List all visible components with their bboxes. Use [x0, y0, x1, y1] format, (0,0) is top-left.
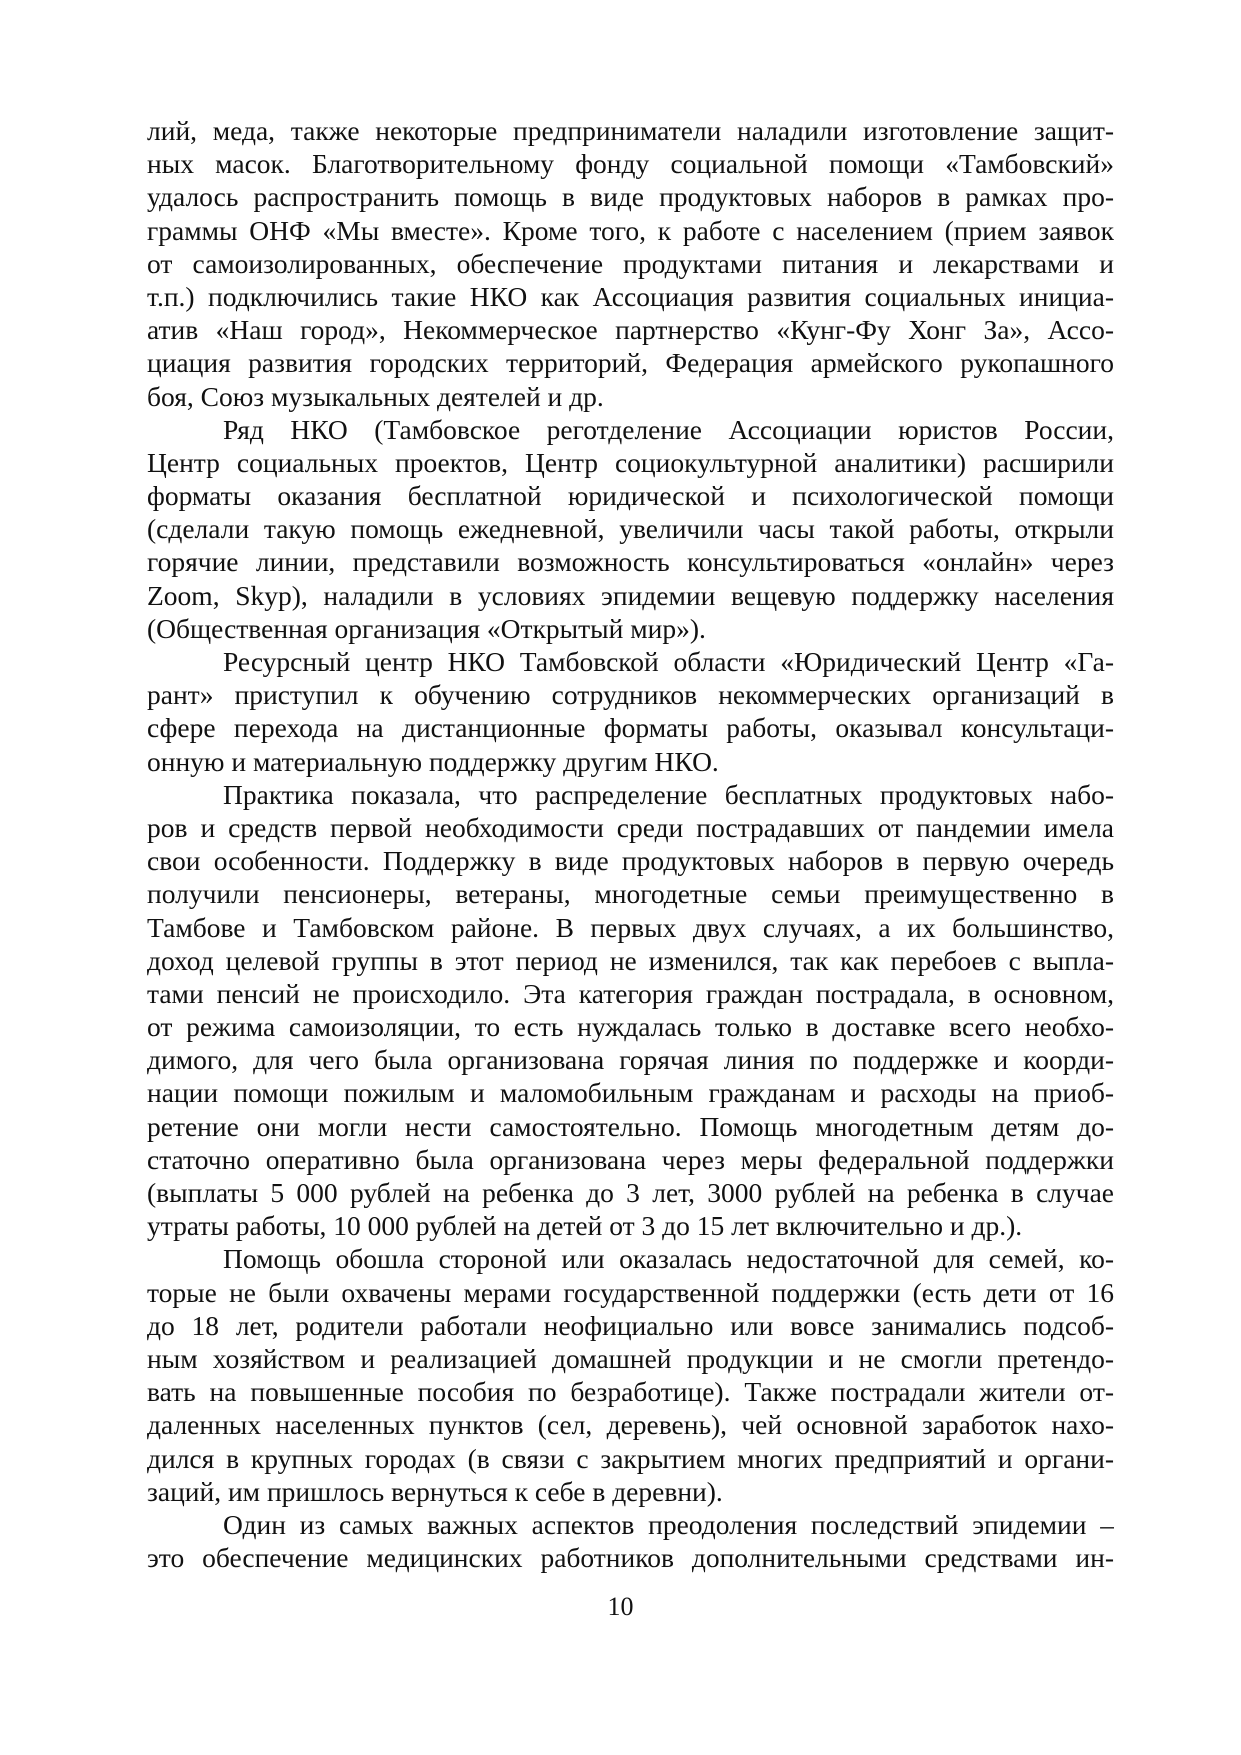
text-line: это обеспечение медицинских работников дополнительными средствами ин- [147, 1542, 1114, 1574]
text-line: Практика показала, что распределение бесплатных продуктовых набо- [223, 778, 1114, 810]
text-line: Тамбове и Тамбовском районе. В первых двух случаях, а их большинство, [147, 911, 1114, 943]
text-line: заций, им пришлось вернуться к себе в деревни). [147, 1475, 723, 1507]
text-line: даленных населенных пунктов (сел, деревень), чей основной заработок нахо- [147, 1409, 1114, 1441]
text-line: (Общественная организация «Открытый мир»). [147, 612, 706, 644]
body-text [147, 114, 1114, 1574]
text-line: циация развития городских территорий, Федерация армейского рукопашного [147, 347, 1114, 379]
paragraph [147, 413, 1114, 645]
paragraph [147, 114, 1114, 413]
text-line: т.п.) подключились такие НКО как Ассоциация развития социальных инициа- [147, 280, 1114, 312]
paragraph [147, 1508, 1114, 1574]
text-line: Ресурсный центр НКО Тамбовской области «Юридический Центр «Га- [223, 646, 1114, 677]
page-number: 10 [607, 1592, 634, 1621]
text-line: граммы ОНФ «Мы вместе». Кроме того, к работе с населением (прием заявок [147, 214, 1114, 246]
text-line: Один из самых важных аспектов преодоления последствий эпидемии – [223, 1508, 1114, 1540]
text-line: боя, Союз музыкальных деятелей и др. [147, 380, 604, 412]
text-line: нации помощи пожилым и маломобильным гражданам и расходы на приоб- [147, 1077, 1114, 1109]
text-line: онную и материальную поддержку другим НКО. [147, 745, 719, 777]
text-line: сфере перехода на дистанционные форматы работы, оказывал консультаци- [147, 712, 1114, 744]
text-line: ных масок. Благотворительному фонду социальной помощи «Тамбовский» [147, 148, 1114, 180]
text-line: утраты работы, 10 000 рублей на детей от 3 до 15 лет включительно и др.). [147, 1210, 1023, 1242]
text-line: свои особенности. Поддержку в виде продуктовых наборов в первую очередь [147, 845, 1114, 877]
text-line: димого, для чего была организована горячая линия по поддержке и коорди- [147, 1044, 1114, 1076]
paragraph [147, 645, 1114, 778]
text-line: от режима самоизоляции, то есть нуждалась только в доставке всего необхо- [147, 1011, 1114, 1043]
text-line: доход целевой группы в этот период не изменился, так как перебоев с выпла- [147, 944, 1114, 976]
paragraph [147, 1242, 1114, 1508]
text-line: от самоизолированных, обеспечение продуктами питания и лекарствами и [147, 247, 1114, 279]
text-line: торые не были охвачены мерами государственной поддержки (есть дети от 16 [147, 1276, 1114, 1308]
text-line: ным хозяйством и реализацией домашней продукции и не смогли претендо- [147, 1342, 1114, 1374]
text-line: лий, меда, также некоторые предприниматели наладили изготовление защит- [147, 115, 1114, 146]
text-line: Помощь обошла стороной или оказалась недостаточной для семей, ко- [223, 1243, 1114, 1275]
text-line: (сделали такую помощь ежедневной, увеличили часы такой работы, открыли [147, 513, 1114, 545]
paragraph [147, 778, 1114, 1243]
text-line: дился в крупных городах (в связи с закрытием многих предприятий и органи- [147, 1442, 1114, 1474]
text-line: удалось распространить помощь в виде продуктовых наборов в рамках про- [147, 181, 1114, 213]
text-line: до 18 лет, родители работали неофициально или вовсе занимались подсоб- [147, 1309, 1114, 1341]
text-line: получили пенсионеры, ветераны, многодетные семьи преимущественно в [147, 878, 1114, 910]
text-line: атив «Наш город», Некоммерческое партнерство «Кунг-Фу Хонг За», Ассо- [147, 314, 1114, 346]
text-line: (выплаты 5 000 рублей на ребенка до 3 лет, 3000 рублей на ребенка в случае [147, 1177, 1114, 1208]
text-line: тами пенсий не происходило. Эта категория граждан пострадала, в основном, [147, 977, 1114, 1009]
text-line: Центр социальных проектов, Центр социокультурной аналитики) расширили [147, 446, 1114, 478]
text-line: Zoom, Skyp), наладили в условиях эпидемии вещевую поддержку населения [147, 579, 1114, 611]
text-line: горячие линии, представили возможность консультироваться «онлайн» через [147, 546, 1114, 578]
text-line: вать на повышенные пособия по безработице). Также пострадали жители от- [147, 1376, 1114, 1408]
text-line: Ряд НКО (Тамбовское реготделение Ассоциации юристов России, [223, 413, 1114, 445]
text-line: рант» приступил к обучению сотрудников некоммерческих организаций в [147, 679, 1114, 711]
text-line: форматы оказания бесплатной юридической и психологической помощи [147, 480, 1114, 512]
text-line: ретение они могли нести самостоятельно. Помощь многодетным детям до- [147, 1110, 1114, 1142]
text-line: ров и средств первой необходимости среди пострадавших от пандемии имела [147, 811, 1114, 843]
text-line: статочно оперативно была организована через меры федеральной поддержки [147, 1143, 1114, 1175]
